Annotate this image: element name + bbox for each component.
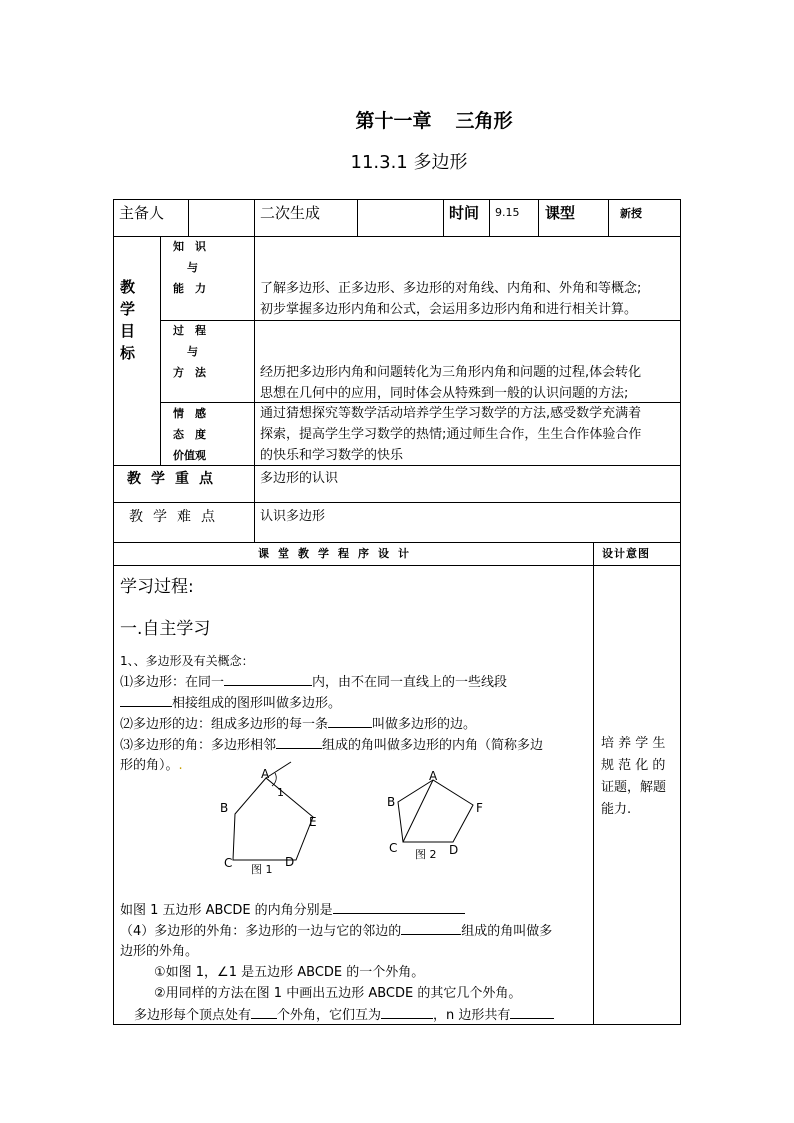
fig1-label-d: D xyxy=(285,855,295,869)
concept-item: 1、、多边形及有关概念： xyxy=(120,654,254,668)
fig2-label-b: B xyxy=(387,795,396,809)
intent-header: 设计意图 xyxy=(602,547,650,560)
type-label: 课型 xyxy=(545,204,576,222)
interior-angles-question: 如图 1 五边形 ABCDE 的内角分别是 xyxy=(120,899,465,922)
fig2-label-a: A xyxy=(429,769,438,783)
polygon-figures xyxy=(113,760,593,885)
fig2-caption: 图 2 xyxy=(415,848,437,861)
fig2-label-c: C xyxy=(389,841,398,855)
fig1-label-e: E xyxy=(309,815,317,829)
generation-label: 二次生成 xyxy=(260,204,321,222)
exterior-example: ①如图 1，∠1 是五边形 ABCDE 的一个外角。 xyxy=(154,965,425,980)
fig2-label-f: F xyxy=(476,801,483,815)
figure-1-pentagon xyxy=(220,762,317,876)
type-value: 新授 xyxy=(620,207,642,220)
def-exterior: （4）多边形的外角：多边形的一边与它的邻边的 组成的角叫做多 xyxy=(120,920,552,943)
fig1-caption: 图 1 xyxy=(251,863,273,876)
def-angle: ⑶多边形的角：多边形相邻 组成的角叫做多边形的内角（简称多边 xyxy=(120,734,543,757)
time-value: 9.15 xyxy=(495,206,520,219)
learning-heading: 学习过程: xyxy=(120,577,194,597)
exterior-exercise: ②用同样的方法在图 1 中画出五边形 ABCDE 的其它几个外角。 xyxy=(154,986,522,1001)
fig1-label-b: B xyxy=(220,801,229,815)
design-header: 课堂教学程序设计 xyxy=(258,547,418,560)
chapter-title: 第十一章 三角形 xyxy=(355,110,513,132)
def-polygon-cont: 相接组成的图形叫做多边形。 xyxy=(120,692,341,715)
key-point-label: 教学重点 xyxy=(127,471,223,487)
figure-2-pentagon xyxy=(387,769,483,861)
key-point-text: 多边形的认识 xyxy=(260,471,339,486)
fig1-label-c: C xyxy=(224,856,233,870)
fig1-angle-1: 1 xyxy=(277,786,284,799)
preparer-label: 主备人 xyxy=(119,204,165,222)
exterior-count: 多边形每个顶点处有 个外角，它们互为 ，n 边形共有 xyxy=(134,1004,554,1027)
difficulty-text: 认识多边形 xyxy=(260,509,326,524)
def-side: ⑵多边形的边：组成多边形的每一条 叫做多边形的边。 xyxy=(120,713,476,736)
def-polygon: ⑴多边形：在同一 内，由不在同一直线上的一些线段 xyxy=(120,671,507,694)
time-label: 时间 xyxy=(449,204,480,222)
difficulty-label: 教学难点 xyxy=(129,509,225,525)
def-exterior-cont: 边形的外角。 xyxy=(120,944,199,959)
fig1-label-a: A xyxy=(261,767,270,781)
self-study-heading: 一.自主学习 xyxy=(120,619,211,639)
fig2-label-d: D xyxy=(449,843,459,857)
section-title: 11.3.1 多边形 xyxy=(350,152,468,173)
def-angle-cont: 形的角）。. xyxy=(120,758,183,773)
